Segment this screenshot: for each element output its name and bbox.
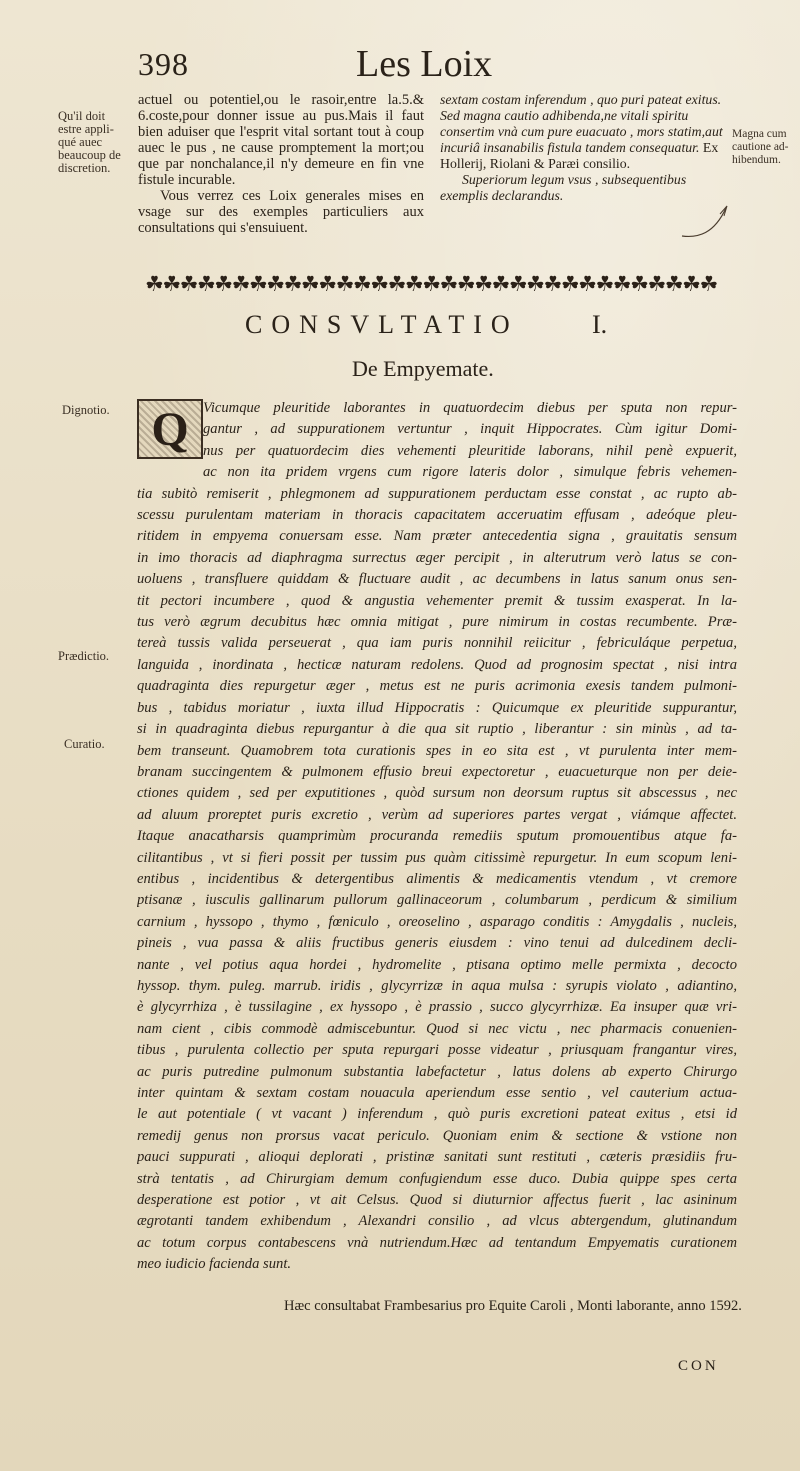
body-line: uoluens , transfluere quiddam & fluctuare audit , ac decumbens in latus sanum onus sen- — [137, 571, 737, 588]
margin-note-praedictio: Prædictio. — [58, 649, 110, 663]
body-line: ac puris putredine pulmonum substantia labefactetur , latus dolens ab experto Chirurgo — [137, 1063, 737, 1080]
body-line: cilitantibus , vt si fieri possit per tussim pus quàm citissimè repurgetur. In eum scopum leni- — [137, 849, 737, 866]
margin-note-dignotio: Dignotio. — [62, 403, 110, 417]
body-line: inter quintam & sextam costam nouacula aperiendum esse sentio , vel cauterium actua- — [137, 1085, 737, 1101]
margin-note-curatio: Curatio. — [64, 737, 105, 751]
body-line: gantur , ad suppurationem vertuntur , inquit Hippocrates. Cùm igitur Domi- — [203, 421, 737, 438]
body-line: branam succingentem & pulmonem effusio breui expectoretur , euacueturque non per deie- — [137, 763, 737, 780]
margin-note-line: estre appli- — [58, 122, 114, 136]
footer-note: Hæc consultabat Frambesarius pro Equite Caroli , Monti laborante, anno 1592. — [284, 1298, 742, 1314]
margin-note-line: hibendum. — [732, 154, 781, 166]
body-line: tereà tussis valida perseuerat , qua iam puris nonnihil reiicitur , febriculáque perpetua, — [137, 635, 737, 652]
body-line: tit pectori incumbere , quod & angustia vehementer premit & tussim exasperat. In la- — [137, 592, 737, 609]
margin-note-line: qué auec — [58, 135, 103, 149]
latin-text: sextam costam inferendum , quo puri pateat exitus. Sed magna cautio adhibenda,ne vitali spiritu consertim vnà cum pure euacuato , mors statim,aut incuriâ insanabilis fistula tandem consequatur. — [440, 92, 723, 155]
body-line: nam cient , cibis commodè admiscebuntur. Quod si nec victu , nec pharmacis conuenien- — [137, 1020, 737, 1037]
body-line: quadraginta dies repurgetur æger , metus est ne puris acrimonia exesis tandem pulmoni- — [137, 678, 737, 695]
margin-note-line: Magna cum — [732, 128, 787, 140]
decorative-ornament-band: ☘☘☘☘☘☘☘☘☘☘☘☘☘☘☘☘☘☘☘☘☘☘☘☘☘☘☘☘☘☘☘☘☘ — [145, 272, 717, 296]
margin-note-right-top — [732, 128, 792, 167]
section-title: CONSVLTATIO — [245, 310, 519, 339]
top-right-column — [440, 92, 730, 204]
body-line: carnium , hyssopo , thymo , fœniculo , oreoselino , asparago conditis : Amygdalis , nucleis, — [137, 913, 737, 930]
body-line: si in quadraginta diebus repurgantur à die qua sit ruptio , liberantur : sin minùs , ad ta- — [137, 721, 737, 738]
margin-note-left-top — [58, 110, 128, 175]
body-line: bem transeunt. Quamobrem tota curationis spes in eo sita est , vt purulenta inter mem- — [137, 742, 737, 759]
body-line: ac non ita pridem vrgens cum rigore lateris dolor , simulque febris vehemen- — [203, 464, 737, 481]
margin-note-line: beaucoup de — [58, 148, 121, 162]
top-left-paragraph-2: Vous verrez ces Loix generales mises en vsage sur des exemples particuliers aux consultations qui s'ensuiuent. — [138, 188, 424, 236]
body-line: ritidem in empyema conuersam esse. Nam præter antecedentia signa , grauitatis sensum — [137, 528, 737, 545]
body-line: remedij genus non prorsus vacat periculo. Quoniam enim & sectione & vstione non — [137, 1127, 737, 1144]
consultation-body — [137, 398, 737, 1276]
body-line: è glycyrrhiza , è tussilagine , ex hyssopo , è prassio , succo glycyrrhizæ. Ea insuper quæ vri- — [137, 999, 737, 1016]
margin-note-line: Qu'il doit — [58, 109, 106, 123]
section-number: I. — [592, 310, 608, 339]
top-right-paragraph-2: Superiorum legum vsus , subsequentibus exemplis declarandus. — [440, 172, 687, 203]
body-line: meo iudicio facienda sunt. — [137, 1256, 292, 1273]
body-line: scessu purulentam materiam in thoracis capacitatem acceruatim effusam , adeóque pleu- — [137, 507, 737, 524]
body-line: ægrotanti tandem exhibendum , Alexandri consilio , ad vlcus abtergendum, glutinandum — [137, 1213, 737, 1230]
pen-stroke-mark — [680, 200, 730, 240]
body-line: Vicumque pleuritide laborantes in quatuordecim diebus per sputa non repur- — [203, 400, 737, 416]
body-line: Itaque anacatharsis quamprimùm procuranda remediis sputum promouentibus atque fa- — [137, 828, 737, 845]
body-line: bus , tabidus moriatur , iuxta illud Hippocratis : Quicumque ex pleuritide suppurantur, — [137, 699, 737, 716]
body-line: tia subitò remiserit , phlegmonem ad suppurationem perductam esse constat , ac rupto ab- — [137, 485, 737, 502]
body-line: ac totum corpus contabescens vnà nutriendum.Hæc ad tentandum Empyematis curationem — [137, 1234, 737, 1251]
body-line: pauci suppurati , alioqui deplorati , pristinæ sanitati sunt restituti , cæteris præsidiis fru- — [137, 1149, 737, 1166]
source-citation: Ex Hollerij, Riolani & Paræi consilio. — [440, 140, 719, 171]
body-line: strà tentatis , ad Chirurgiam demum confugiendum esse duco. Dubia quippe spes certa — [137, 1170, 737, 1187]
top-right-paragraph-1 — [440, 92, 730, 172]
body-line: le aut potentiale ( vt vacant ) inferendum , quò puris excretioni pateat exitus , etsi id — [137, 1106, 737, 1123]
body-line: nus per quatuordecim dies vehementi pleuritide laborans, nihil penè expuerit, — [203, 442, 737, 459]
body-line: desperatione est potior , vt ait Celsus. Quod si diuturnior affectus fuerit , lac asininum — [137, 1192, 737, 1209]
body-line: pineis , vua passa & aliis fructibus generis eiusdem : vino tenui ad dulcedinem decli- — [137, 935, 737, 952]
body-line: ad aluum proreptet puris excretio , verùm ad superiores partes vergat , viámque affectet. — [137, 806, 737, 823]
body-line: nante , vel potius aqua hordei , hydromelite , ptisana optimo melle permixta , decocto — [137, 956, 737, 973]
running-title: Les Loix — [356, 43, 493, 85]
top-left-paragraph-1: actuel ou potentiel,ou le rasoir,entre la.5.& 6.coste,pour donner issue au pus.Mais il faut bien aduiser que l'esprit vital sortant tout à coup auec le pus , ne cause promptement la mort;ou que par nonchalance,il n'y demeure en fin vne fistule incurable. — [138, 92, 424, 188]
body-line: ptisanæ , iusculis gallinarum pullorum gallinaceorum , columbarum , perdicum & similium — [137, 892, 737, 909]
section-subtitle: De Empyemate. — [352, 356, 494, 381]
body-line: entibus , incidentibus & detergentibus alimentis & medicamentis vtendum , vt cremore — [137, 870, 737, 887]
margin-note-line: discretion. — [58, 161, 111, 175]
body-line: ctiones quidem , sed per exputitiones , quòd sursum non deorsum ruptus sit abscessus , nec — [137, 785, 737, 802]
body-line: hyssop. thym. puleg. marrub. iridis , glycyrrizæ in aqua mulsa : syrupis violato , adiantino, — [137, 977, 737, 994]
body-line: languida , inordinata , hecticæ naturam redolens. Quod ad prognosim spectat , nisi intra — [137, 656, 737, 673]
catchword: CON — [678, 1358, 719, 1374]
initial-letter: Q — [151, 402, 189, 456]
margin-note-line: cautione ad- — [732, 141, 789, 153]
top-left-column — [138, 92, 424, 236]
body-line: tibus , purulenta collectio per sputa repurgari posse videatur , priusquam frangantur vires, — [137, 1042, 737, 1059]
body-line: in imo thoracis ad diaphragma surrectus æger percipit , in alterutrum verò latus se con- — [137, 549, 737, 566]
page-number: 398 — [138, 46, 189, 82]
body-line: tus verò ægrum decubitus hæc omnia mitigat , pure nimirum in costas recumbente. Præ- — [137, 614, 737, 631]
page-header — [138, 40, 758, 90]
